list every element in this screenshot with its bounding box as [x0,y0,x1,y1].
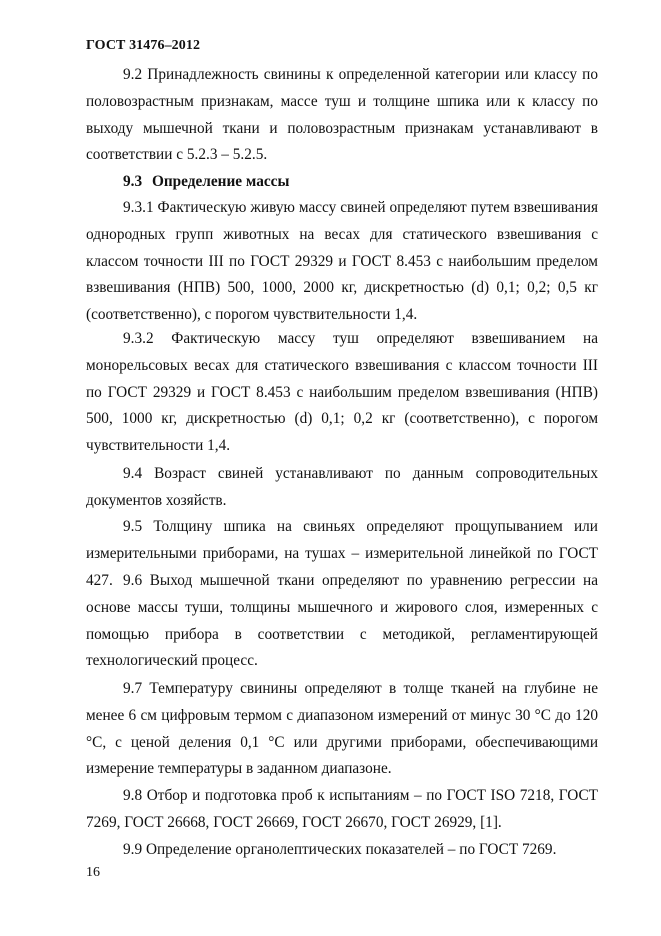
section-title: Определение массы [151,173,290,190]
paragraph-9-6: 9.6 Выход мышечной ткани определяют по уравнению регрессии на основе массы туши, толщины мышечного и жирового слоя, измеренных с помощью прибора в соответствии с методикой, регламентирующей технологический процесс. [86,572,598,670]
paragraph-9-2: 9.2 Принадлежность свинины к определенной категории или классу по половозрастным признакам, массе туш и толщине шпика или к классу по выходу мышечной ткани и половозрастным признакам устанавливают в соответствии с 5.2.3 – 5.2.5. [86,66,598,164]
page-number: 16 [86,865,100,880]
document-header: ГОСТ 31476–2012 [86,38,201,53]
paragraph-9-5: 9.5 Толщину шпика на свиньях определяют прощупыванием или измерительными приборами, на тушах – измерительной линейкой по ГОСТ 427. [86,518,598,589]
paragraph-9-8: 9.8 Отбор и подготовка проб к испытаниям – по ГОСТ ISO 7218, ГОСТ 7269, ГОСТ 26668, ГОСТ 26669, ГОСТ 26670, ГОСТ 26929, [1]. [86,787,598,831]
paragraph-9-4: 9.4 Возраст свиней устанавливают по данным сопроводительных документов хозяйств. [86,465,598,509]
paragraph-9-9: 9.9 Определение органолептических показателей – по ГОСТ 7269. [123,841,557,858]
paragraph-9-3-1: 9.3.1 Фактическую живую массу свиней определяют путем взвешивания однородных групп животных на весах для статического взвешивания с классом точности III по ГОСТ 29329 и ГОСТ 8.453 с наибольшим пределом взвешивания (НПВ) 500, 1000, 2000 кг, дискретностью (d) 0,1; 0,2; 0,5 кг (соответственно), с порогом чувствительности 1,4. [86,199,598,324]
paragraph-9-3-2: 9.3.2 Фактическую массу туш определяют взвешиванием на монорельсовых весах для статического взвешивания с классом точности III по ГОСТ 29329 и ГОСТ 8.453 с наибольшим пределом взвешивания (НПВ) 500, 1000 кг, дискретностью (d) 0,1; 0,2 кг (соответственно), с порогом чувствительности 1,4. [86,330,598,455]
paragraph-9-7: 9.7 Температуру свинины определяют в толще тканей на глубине не менее 6 см цифровым термом с диапазоном измерений от минус 30 °С до 120 °С, с ценой деления 0,1 °С или другими приборами, обеспечивающими измерение температуры в заданном диапазоне. [86,680,598,778]
section-number: 9.3 [123,173,143,190]
section-heading-9-3 [123,169,289,196]
